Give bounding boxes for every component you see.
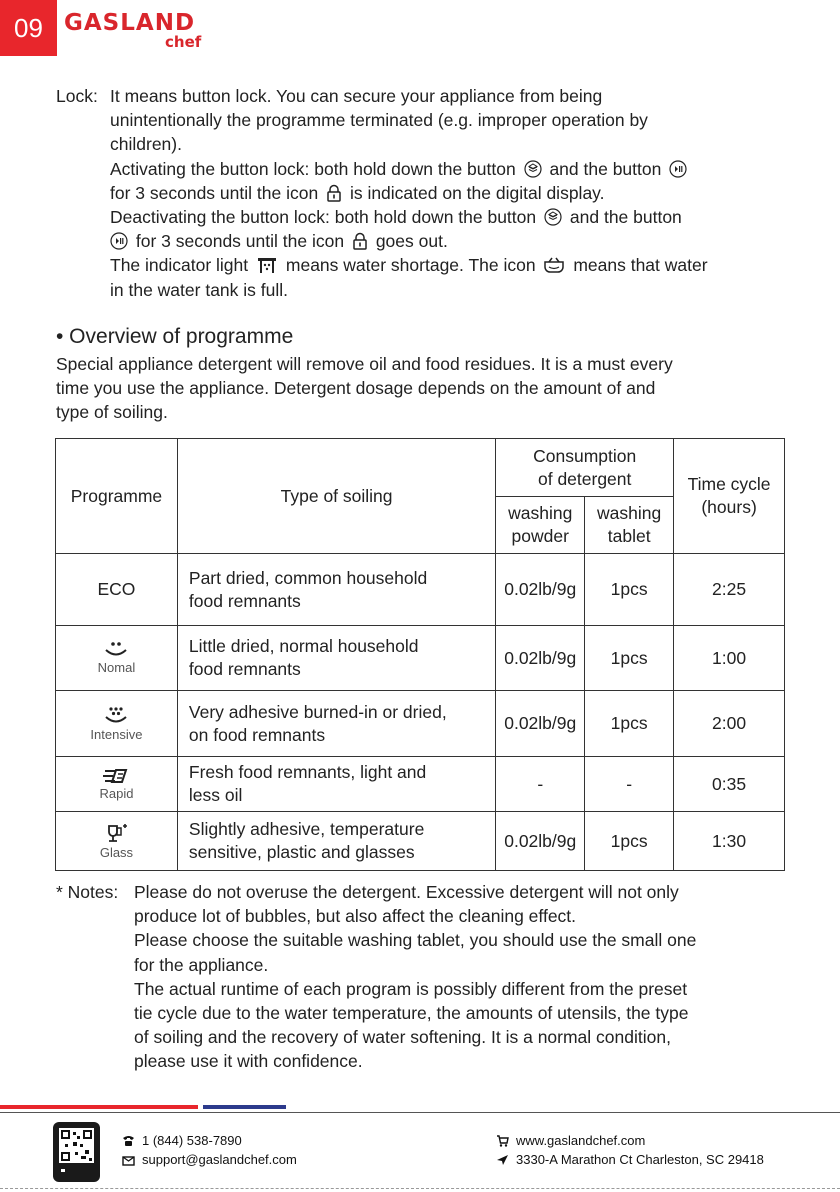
time-cell: 1:00	[674, 626, 785, 691]
lock-text: is indicated on the digital display.	[349, 182, 605, 203]
programme-cell	[56, 757, 178, 812]
normal-icon	[103, 641, 129, 659]
overview-text	[56, 352, 796, 425]
phone-text: 1 (844) 538-7890	[142, 1133, 242, 1148]
start-pause-button-icon	[110, 232, 128, 250]
header-tablet-line: tablet	[607, 526, 651, 546]
notes-line: Please do not overuse the detergent. Excessive detergent will not only	[134, 882, 679, 902]
header-time-line: Time cycle	[687, 474, 771, 494]
overview-heading: • Overview of programme	[56, 325, 294, 348]
notes-line: produce lot of bubbles, but also affect the cleaning effect.	[134, 906, 577, 927]
powder-cell: 0.02lb/9g	[496, 626, 585, 691]
programme-name: Glass	[99, 845, 134, 860]
lock-text: goes out.	[375, 231, 448, 252]
lock-activate-line	[56, 157, 796, 181]
powder-cell: 0.02lb/9g	[496, 691, 585, 757]
lock-text: Activating the button lock: both hold down the button	[110, 158, 516, 179]
footer-email	[122, 1152, 297, 1167]
footer-blue-bar	[203, 1105, 286, 1109]
soil-line: food remnants	[188, 590, 301, 611]
header-tablet	[585, 497, 674, 554]
soil-line: Fresh food remnants, light and	[188, 762, 427, 782]
soil-line: Little dried, normal household	[188, 636, 419, 656]
soil-cell	[177, 554, 495, 626]
lock-section	[56, 84, 796, 302]
page-number: 09	[0, 0, 57, 56]
water-tank-full-icon	[543, 256, 565, 274]
soil-cell	[177, 691, 495, 757]
header-powder-line: washing	[508, 503, 573, 523]
footer-address	[496, 1152, 764, 1167]
header-programme: Programme	[56, 439, 178, 554]
lock-icon	[352, 232, 368, 250]
table-row	[56, 757, 785, 812]
table-row	[56, 691, 785, 757]
time-cell: 1:30	[674, 812, 785, 871]
header-consumption-line: Consumption	[533, 445, 637, 466]
bottom-dashed-line	[0, 1188, 840, 1189]
overview-line: time you use the appliance. Detergent dosage depends on the amount of and	[56, 378, 656, 399]
lock-text: means that water	[573, 255, 708, 276]
programme-name: Rapid	[99, 786, 134, 801]
footer-red-bar	[0, 1105, 198, 1109]
notes-section	[56, 880, 796, 1074]
qr-code	[53, 1122, 100, 1182]
programme-cell	[56, 812, 178, 871]
lock-icon	[326, 184, 342, 202]
website-text: www.gaslandchef.com	[516, 1133, 646, 1148]
soil-line: less oil	[188, 785, 243, 805]
header-tablet-line: washing	[597, 503, 662, 523]
lock-text: for 3 seconds until the icon	[110, 182, 319, 203]
glass-icon	[103, 822, 129, 844]
time-cell: 2:00	[674, 691, 785, 757]
lock-text: The indicator light	[110, 255, 249, 276]
notes-line: Please choose the suitable washing tablet, you should use the small one	[134, 930, 697, 951]
lock-line: It means button lock. You can secure your appliance from being	[110, 86, 603, 106]
footer-phone	[122, 1133, 242, 1148]
lock-line: unintentionally the programme terminated (e.g. improper operation by	[110, 110, 648, 131]
soil-line: Slightly adhesive, temperature	[188, 819, 425, 839]
time-cell: 2:25	[674, 554, 785, 626]
header-powder	[496, 497, 585, 554]
soil-cell	[177, 757, 495, 812]
lock-deactivate-line	[56, 205, 796, 229]
start-pause-button-icon	[669, 160, 687, 178]
tablet-cell: -	[585, 757, 674, 812]
email-icon	[122, 1154, 135, 1166]
notes-line: for the appliance.	[134, 954, 269, 975]
lock-label: Lock:	[56, 86, 98, 106]
lock-text: Deactivating the button lock: both hold down the button	[110, 207, 537, 228]
soil-line: Very adhesive burned-in or dried,	[188, 701, 447, 722]
tablet-cell: 1pcs	[585, 812, 674, 871]
table-row	[56, 812, 785, 871]
logo-main-text: GASLAND	[64, 10, 196, 36]
location-arrow-icon	[496, 1154, 509, 1166]
tablet-cell: 1pcs	[585, 554, 674, 626]
notes-line: The actual runtime of each program is possibly different from the preset	[134, 978, 688, 999]
address-text: 3330-A Marathon Ct Charleston, SC 29418	[516, 1152, 764, 1167]
table-row	[56, 626, 785, 691]
lock-line: children).	[110, 134, 182, 155]
program-button-icon	[524, 160, 542, 178]
intensive-icon	[103, 706, 129, 726]
footer-website	[496, 1133, 645, 1148]
notes-line: of soiling and the recovery of water softening. It is a normal condition,	[134, 1027, 671, 1048]
programme-table	[55, 438, 785, 871]
notes-line: please use it with confidence.	[134, 1051, 363, 1072]
indicator-line	[56, 253, 796, 277]
header-consumption	[496, 439, 674, 497]
program-button-icon	[544, 208, 562, 226]
lock-activate-line	[56, 181, 796, 205]
soil-cell	[177, 812, 495, 871]
programme-name: ECO	[56, 554, 178, 626]
footer-divider	[0, 1112, 840, 1113]
soil-line: on food remnants	[188, 724, 326, 745]
header-time-line: (hours)	[701, 497, 757, 517]
lock-deactivate-line	[56, 229, 796, 253]
phone-icon	[122, 1135, 135, 1147]
logo-sub-text: chef	[165, 33, 202, 51]
water-shortage-icon	[256, 256, 278, 274]
cart-icon	[496, 1135, 509, 1147]
soil-line: sensitive, plastic and glasses	[188, 842, 415, 862]
programme-name: Intensive	[90, 726, 143, 742]
tablet-cell: 1pcs	[585, 626, 674, 691]
overview-line: Special appliance detergent will remove oil and food residues. It is a must every	[56, 354, 673, 374]
time-cell: 0:35	[674, 757, 785, 812]
notes-line: tie cycle due to the water temperature, the amounts of utensils, the type	[134, 1003, 689, 1024]
table-row	[56, 554, 785, 626]
header-time	[674, 439, 785, 554]
qr-code-icon	[53, 1122, 100, 1182]
powder-cell: 0.02lb/9g	[496, 554, 585, 626]
powder-cell: -	[496, 757, 585, 812]
rapid-icon	[102, 767, 130, 785]
soil-line: Part dried, common household	[188, 567, 428, 588]
overview-line: type of soiling.	[56, 402, 168, 423]
lock-text: and the button	[569, 207, 682, 228]
tablet-cell: 1pcs	[585, 691, 674, 757]
lock-text: and the button	[549, 158, 662, 179]
soil-cell	[177, 626, 495, 691]
header-powder-line: powder	[511, 526, 569, 546]
programme-name: Nomal	[97, 660, 136, 675]
header-consumption-line: of detergent	[537, 468, 632, 489]
programme-cell	[56, 691, 178, 757]
brand-logo	[64, 10, 202, 51]
notes-label: * Notes:	[56, 882, 119, 902]
email-text: support@gaslandchef.com	[142, 1152, 297, 1167]
powder-cell: 0.02lb/9g	[496, 812, 585, 871]
lock-text: means water shortage. The icon	[285, 255, 536, 276]
indicator-line: in the water tank is full.	[110, 279, 288, 300]
lock-text: for 3 seconds until the icon	[135, 231, 345, 252]
programme-cell	[56, 626, 178, 691]
soil-line: food remnants	[188, 659, 301, 679]
header-soiling: Type of soiling	[177, 439, 495, 554]
